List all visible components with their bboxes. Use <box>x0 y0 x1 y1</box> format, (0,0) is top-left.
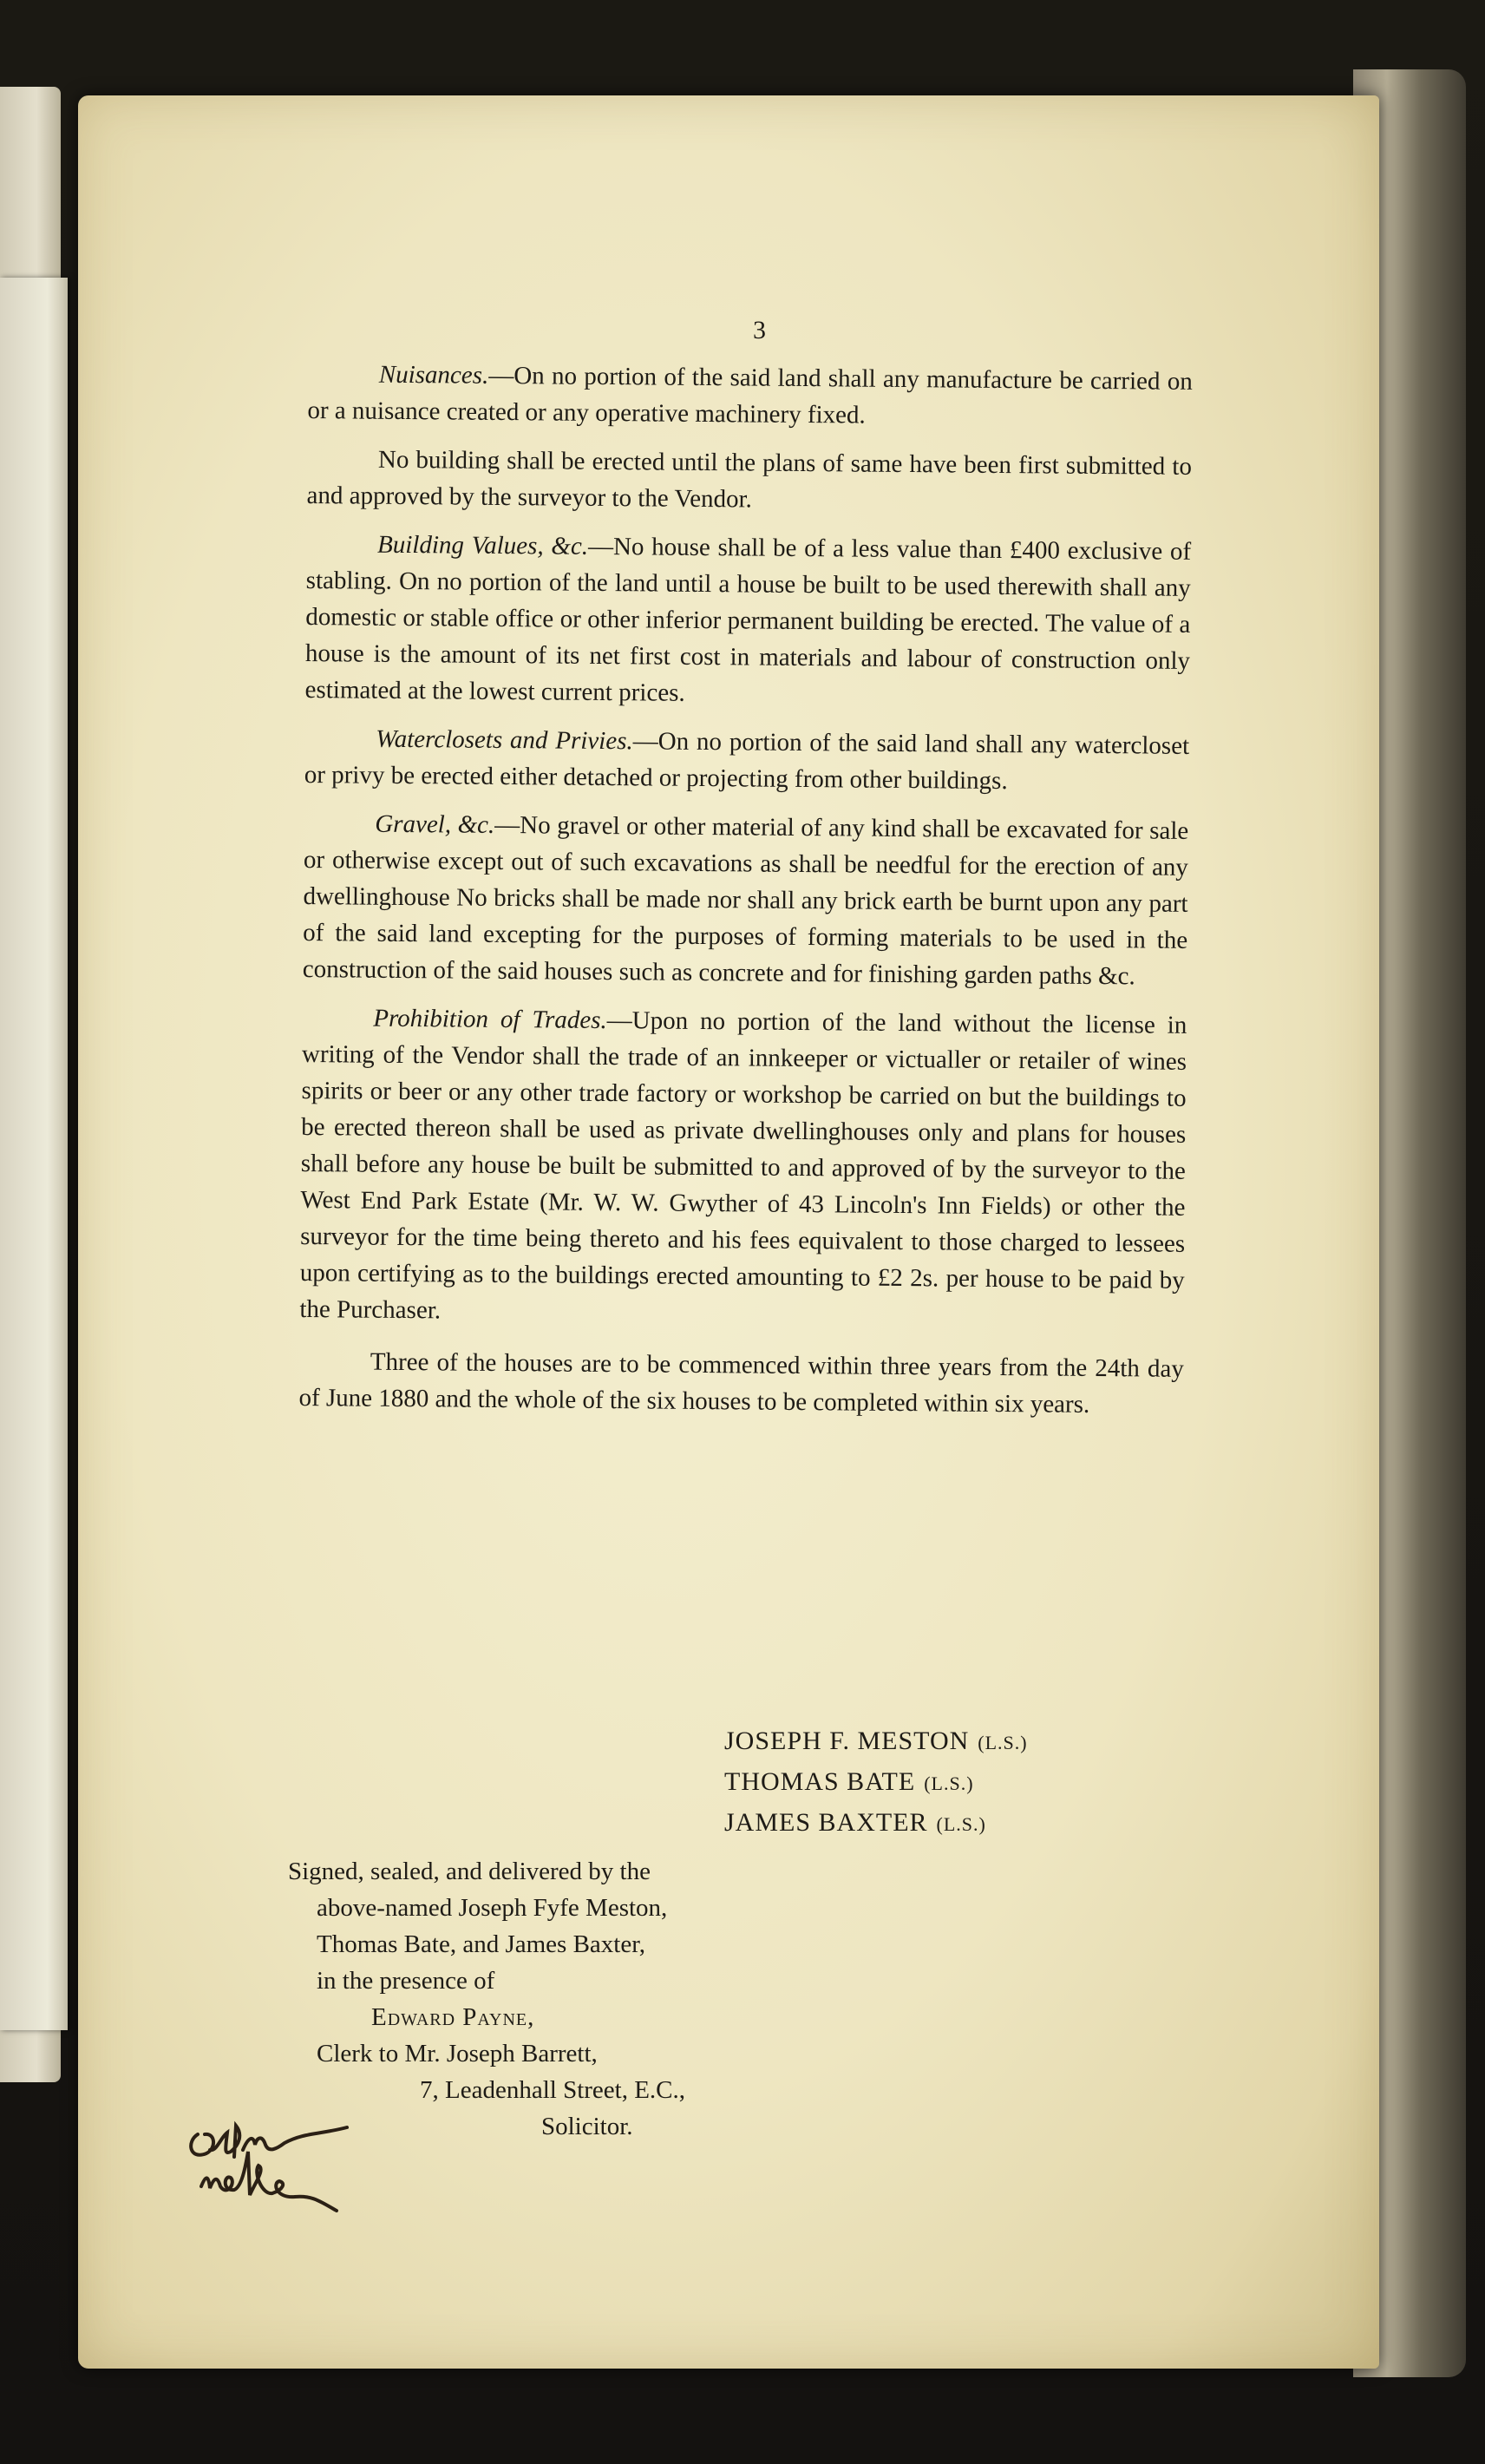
seal-mark: (L.S.) <box>978 1732 1028 1753</box>
text-trades: —Upon no portion of the land without the license in writing of the Vendor shall the trade of an innkeeper or victualler or retailer of wines spirits or beer or any other trade factory or workshop be carried on but the buildings to be erected thereon shall be used as private dwellinghouses only and plans for houses shall before any house be built be submitted to and approved of by the surveyor to the West End Park Estate (Mr. W. W. Gwyther of 43 Lincoln's Inn Fields) or other the surveyor for the time being thereto and his fees equivalent to those charged to lessees upon certifying as to the buildings erected amounting to £2 2s. per house to be paid by the Purchaser. <box>299 1006 1187 1325</box>
witness-line: Clerk to Mr. Joseph Barrett, <box>317 2040 598 2068</box>
signatory-name: THOMAS BATE <box>724 1767 916 1796</box>
paragraph-plans <box>306 441 1192 521</box>
covenants-text <box>298 356 1193 1436</box>
witness-line: Thomas Bate, and James Baxter, <box>317 1930 645 1958</box>
signatory-name: JAMES BAXTER <box>724 1808 928 1837</box>
signatory <box>724 1762 1028 1803</box>
signatory <box>724 1803 1028 1844</box>
paragraph-trades <box>299 999 1187 1335</box>
seal-mark: (L.S.) <box>936 1813 986 1835</box>
text-gravel: —No gravel or other material of any kind shall be excavated for sale or otherwise except out of such excavations as shall be needful for the erection of any dwellinghouse No bricks shall be made nor shall any brick earth be burnt upon any part of the said land excepting for the purposes of forming materials to be used in the construction of the said houses such as concrete and for finishing garden paths &c. <box>302 810 1189 991</box>
paragraph-building-values <box>304 526 1191 716</box>
signatories-block <box>724 1721 1028 1844</box>
paragraph-nuisances <box>307 356 1193 436</box>
witness-line: Signed, sealed, and delivered by the <box>288 1858 651 1885</box>
text-waterclosets: —On no portion of the said land shall any watercloset or privy be erected either detached or projecting from other buildings. <box>304 727 1190 796</box>
witness-line: in the presence of <box>317 1967 495 1995</box>
text-commencement: Three of the houses are to be commenced within three years from the 24th day of June 1880 and the whole of the six houses to be completed within six years. <box>298 1347 1184 1419</box>
text-building-values: —No house shall be of a less value than £400 exclusive of stabling. On no portion of the land until a house be built to be used therewith shall any domestic or stable office or other inferior permanent building be erected. The value of a house is the amount of its net first cost in materials and labour of construction only estimated at the lowest current prices. <box>304 532 1192 707</box>
heading-nuisances: Nuisances. <box>378 360 489 390</box>
text-plans: No building shall be erected until the plans of same have been first submitted to and approved by the surveyor to the Vendor. <box>306 445 1193 514</box>
witness-line: above-named Joseph Fyfe Meston, <box>317 1894 668 1922</box>
text-nuisances: —On no portion of the said land shall any manufacture be carried on or a nuisance created or any operative machinery fixed. <box>307 361 1193 429</box>
witness-name: Edward Payne, <box>371 2003 535 2031</box>
paragraph-gravel <box>303 805 1189 995</box>
heading-trades: Prohibition of Trades. <box>373 1004 607 1035</box>
heading-gravel: Gravel, &c. <box>375 809 495 839</box>
heading-waterclosets: Waterclosets and Privies. <box>376 724 633 756</box>
witness-line: Solicitor. <box>541 2113 633 2140</box>
paragraph-waterclosets <box>304 720 1190 801</box>
previous-page-strip <box>0 278 68 2030</box>
signatory-name: JOSEPH F. MESTON <box>724 1727 970 1755</box>
page-number: 3 <box>753 316 766 344</box>
seal-mark: (L.S.) <box>924 1773 974 1794</box>
handwritten-annotation-icon <box>182 2100 382 2230</box>
signatory <box>724 1721 1028 1762</box>
witness-line: 7, Leadenhall Street, E.C., <box>420 2076 686 2104</box>
heading-building-values: Building Values, &c. <box>376 530 589 560</box>
paragraph-commencement <box>298 1343 1184 1424</box>
